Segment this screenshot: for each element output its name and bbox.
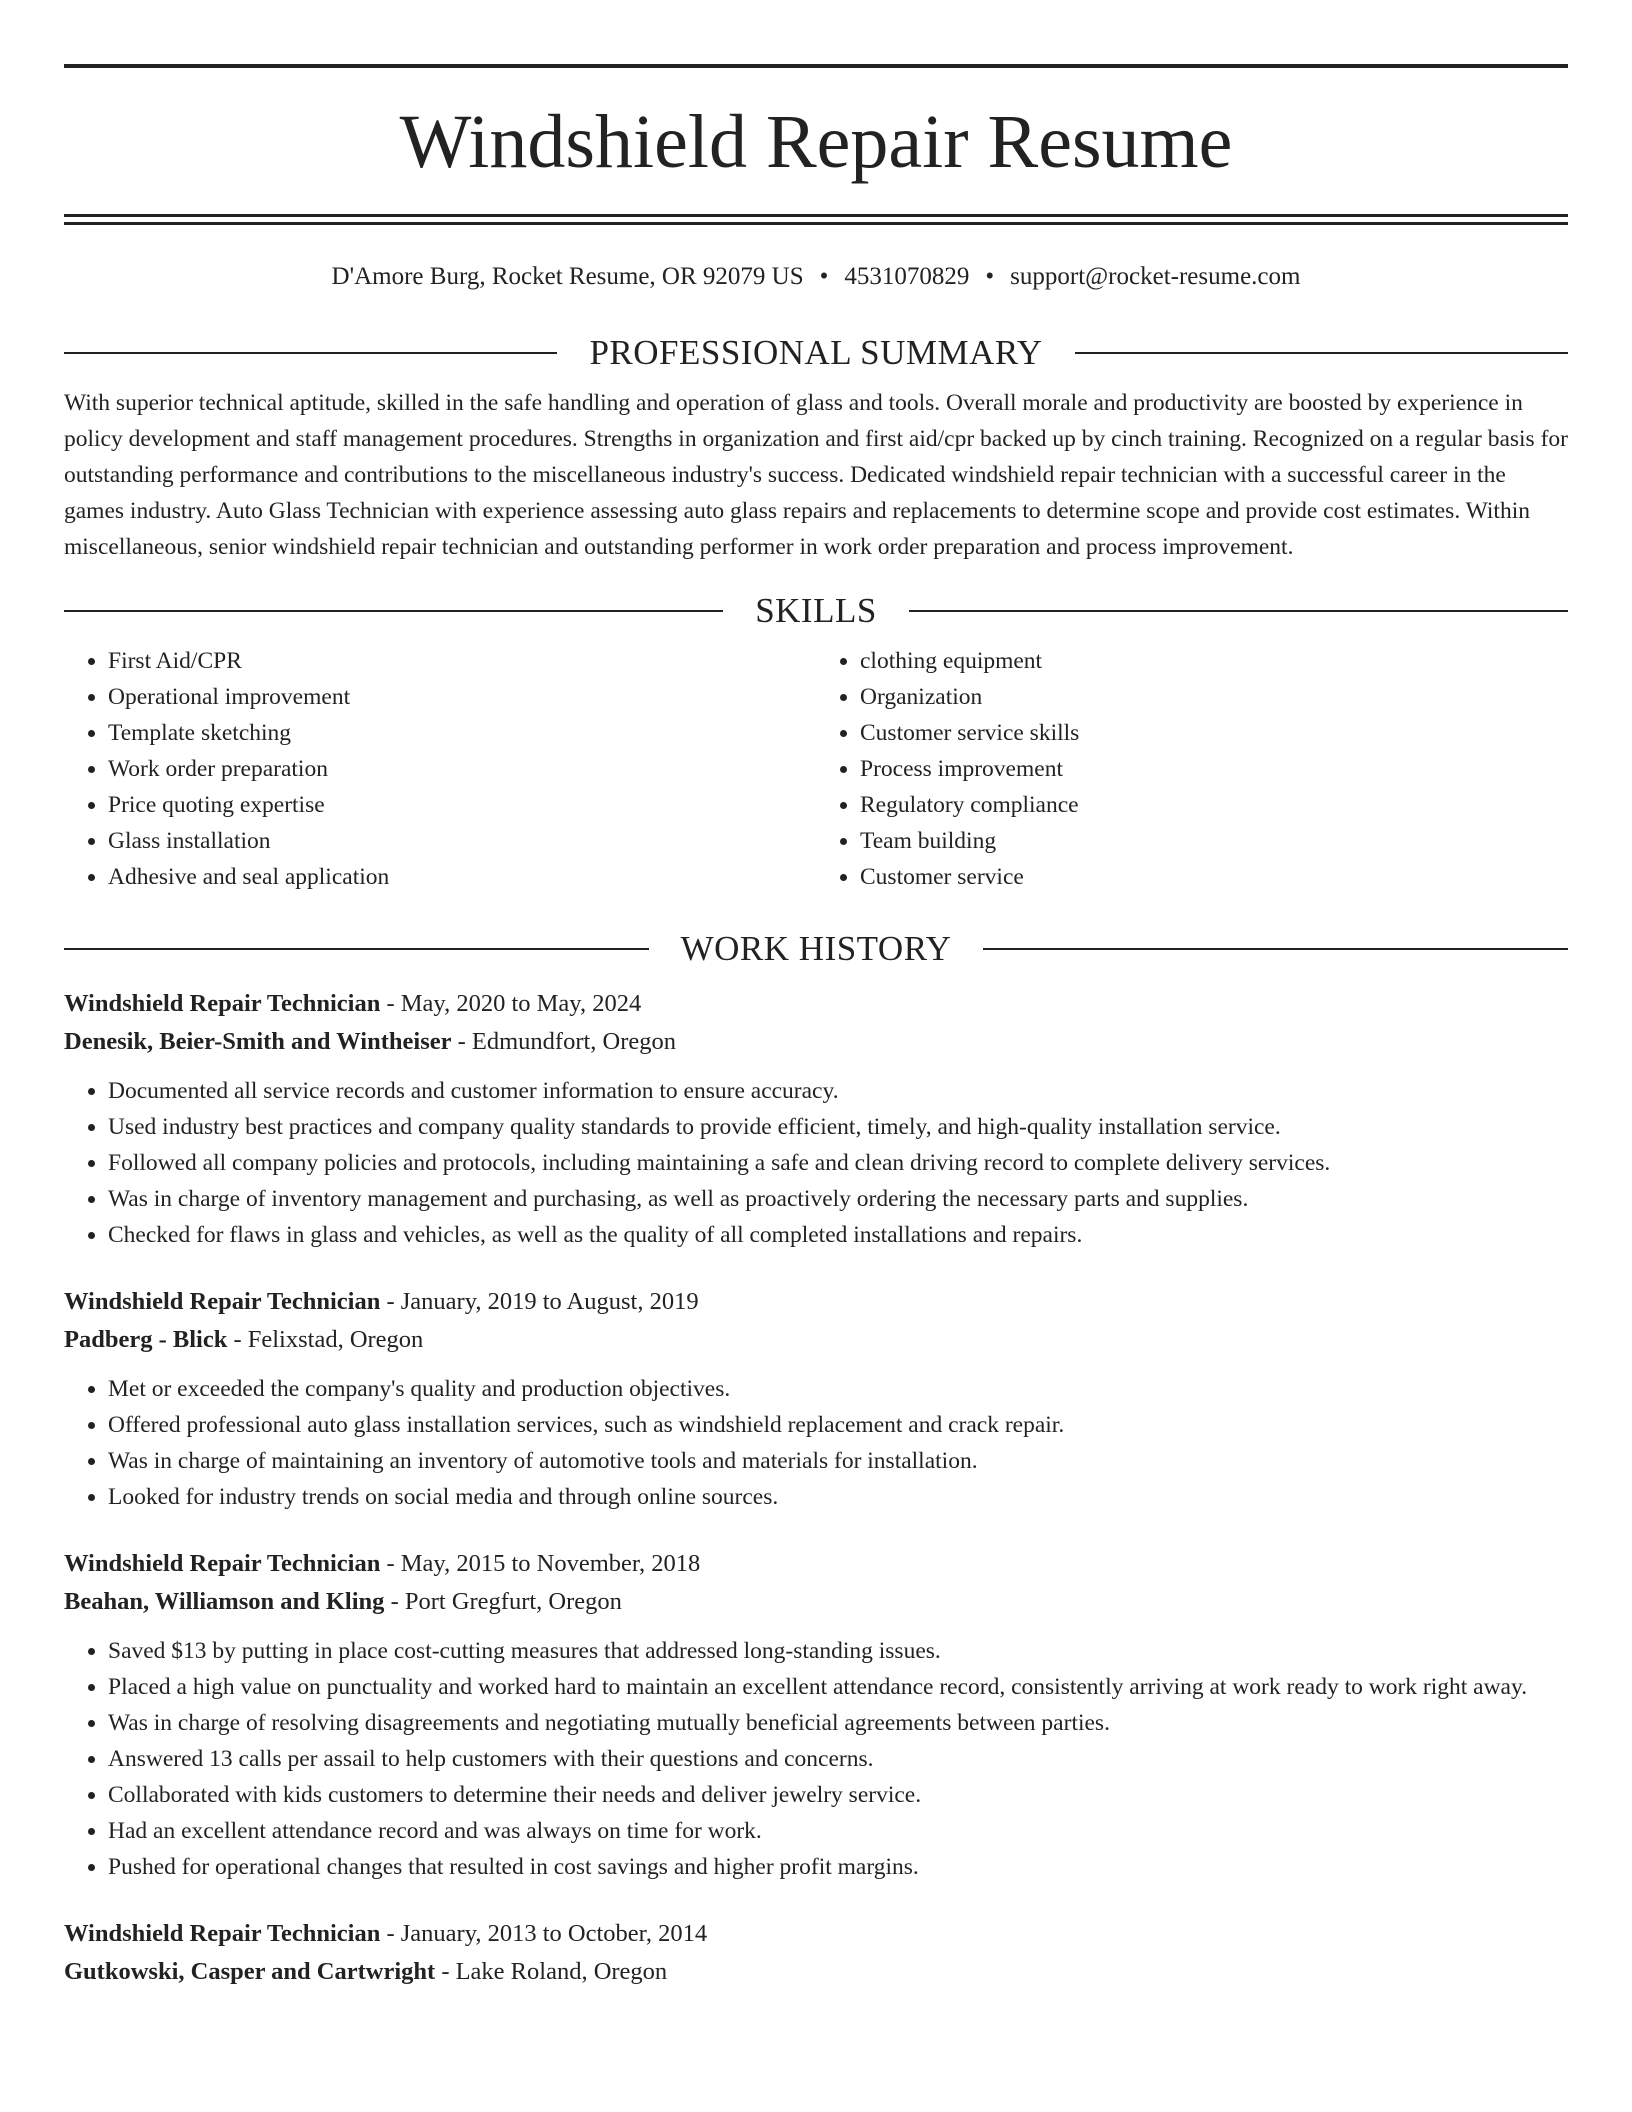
job-bullet: • Used industry best practices and company quality standards to provide efficient, timely, and high-quality installation service. <box>108 1109 1568 1145</box>
work-history <box>64 985 1568 1991</box>
job-entry <box>64 1283 1568 1515</box>
summary-text: With superior technical aptitude, skilled in the safe handling and operation of glass and tools. Overall morale and productivity are boosted by experience in policy development and staff management procedures. Strengths in organization and first aid/cpr backed up by cinch training. Recognized on a regular basis for outstanding performance and contributions to the miscellaneous industry's success. Dedicated windshield repair technician with a successful career in the games industry. Auto Glass Technician with experience assessing auto glass repairs and replacements to determine scope and provide cost estimates. Within miscellaneous, senior windshield repair technician and outstanding performer in work order preparation and process improvement. <box>64 390 1568 560</box>
job-title-line <box>64 985 1568 1023</box>
skills-heading <box>64 591 1568 631</box>
job-title: Windshield Repair Technician <box>64 1920 381 1947</box>
job-company: Beahan, Williamson and Kling <box>64 1588 385 1615</box>
heading-rule-right <box>983 948 1568 950</box>
job-title: Windshield Repair Technician <box>64 990 381 1017</box>
job-bullet: • Documented all service records and customer information to ensure accuracy. <box>108 1073 1568 1109</box>
job-dates: - January, 2019 to August, 2019 <box>380 1288 699 1315</box>
job-company-line <box>64 1023 1568 1061</box>
summary-heading-label: PROFESSIONAL SUMMARY <box>589 333 1043 372</box>
job-title: Windshield Repair Technician <box>64 1288 381 1315</box>
job-company-line <box>64 1321 1568 1359</box>
skills-column-left <box>64 643 816 895</box>
contact-address: D'Amore Burg, Rocket Resume, OR 92079 US <box>331 263 804 290</box>
job-bullet: • Saved $13 by putting in place cost-cutting measures that addressed long-standing issues. <box>108 1633 1568 1669</box>
skill-item: • Customer service skills <box>860 715 1568 751</box>
contact-line <box>64 259 1568 295</box>
skill-item: • Process improvement <box>860 751 1568 787</box>
work-heading <box>64 929 1568 969</box>
job-company-line <box>64 1953 1568 1991</box>
job-entry <box>64 985 1568 1253</box>
job-location: - Felixstad, Oregon <box>227 1326 424 1353</box>
contact-separator: • <box>819 263 829 290</box>
job-company: Denesik, Beier-Smith and Wintheiser <box>64 1028 452 1055</box>
skill-item: • Organization <box>860 679 1568 715</box>
job-title-line <box>64 1283 1568 1321</box>
skills-list <box>64 643 1568 895</box>
resume-page <box>64 64 1568 1991</box>
job-dates: - January, 2013 to October, 2014 <box>380 1920 708 1947</box>
job-dates: - May, 2020 to May, 2024 <box>380 990 642 1017</box>
job-bullet: • Answered 13 calls per assail to help customers with their questions and concerns. <box>108 1741 1568 1777</box>
contact-email: support@rocket-resume.com <box>1010 263 1301 290</box>
heading-rule-left <box>64 352 557 354</box>
job-dates: - May, 2015 to November, 2018 <box>380 1550 701 1577</box>
job-bullets <box>64 1073 1568 1253</box>
job-title-line <box>64 1545 1568 1583</box>
contact-separator: • <box>985 263 995 290</box>
job-company: Gutkowski, Casper and Cartwright <box>64 1958 436 1985</box>
job-company-line <box>64 1583 1568 1621</box>
job-bullet: • Placed a high value on punctuality and worked hard to maintain an excellent attendance record, consistently arriving at work ready to work right away. <box>108 1669 1568 1705</box>
job-entry <box>64 1545 1568 1885</box>
job-bullet: • Offered professional auto glass installation services, such as windshield replacement and crack repair. <box>108 1407 1568 1443</box>
summary-heading <box>64 333 1568 373</box>
job-bullets <box>64 1371 1568 1515</box>
job-bullet: • Collaborated with kids customers to determine their needs and deliver jewelry service. <box>108 1777 1568 1813</box>
skill-item: • Glass installation <box>108 823 816 859</box>
job-location: - Edmundfort, Oregon <box>451 1028 677 1055</box>
skill-item: • Template sketching <box>108 715 816 751</box>
skills-heading-label: SKILLS <box>755 591 877 630</box>
skills-column-right <box>816 643 1568 895</box>
job-bullet: • Was in charge of resolving disagreements and negotiating mutually beneficial agreements between parties. <box>108 1705 1568 1741</box>
heading-rule-right <box>909 610 1568 612</box>
heading-rule-right <box>1075 352 1568 354</box>
job-bullet: • Pushed for operational changes that resulted in cost savings and higher profit margins. <box>108 1849 1568 1885</box>
skill-item: • Operational improvement <box>108 679 816 715</box>
skill-item: • Team building <box>860 823 1568 859</box>
title-double-rule <box>64 214 1568 225</box>
skill-item: • Adhesive and seal application <box>108 859 816 895</box>
job-bullet: • Was in charge of maintaining an inventory of automotive tools and materials for installation. <box>108 1443 1568 1479</box>
job-bullets <box>64 1633 1568 1885</box>
job-bullet: • Had an excellent attendance record and was always on time for work. <box>108 1813 1568 1849</box>
job-title-line <box>64 1915 1568 1953</box>
skill-item: • Regulatory compliance <box>860 787 1568 823</box>
skill-item: • clothing equipment <box>860 643 1568 679</box>
job-bullet: • Was in charge of inventory management and purchasing, as well as proactively ordering the necessary parts and supplies. <box>108 1181 1568 1217</box>
top-rule <box>64 64 1568 68</box>
skill-item: • Customer service <box>860 859 1568 895</box>
contact-phone: 4531070829 <box>844 263 970 290</box>
resume-title: Windshield Repair Resume <box>399 100 1233 184</box>
job-location: - Port Gregfurt, Oregon <box>384 1588 622 1615</box>
skill-item: • Price quoting expertise <box>108 787 816 823</box>
skill-item: • Work order preparation <box>108 751 816 787</box>
work-heading-label: WORK HISTORY <box>680 929 952 968</box>
job-bullet: • Checked for flaws in glass and vehicles, as well as the quality of all completed installations and repairs. <box>108 1217 1568 1253</box>
skill-item: • First Aid/CPR <box>108 643 816 679</box>
job-bullet: • Looked for industry trends on social media and through online sources. <box>108 1479 1568 1515</box>
heading-rule-left <box>64 610 723 612</box>
job-title: Windshield Repair Technician <box>64 1550 381 1577</box>
job-bullet: • Met or exceeded the company's quality and production objectives. <box>108 1371 1568 1407</box>
job-company: Padberg - Blick <box>64 1326 228 1353</box>
job-location: - Lake Roland, Oregon <box>435 1958 668 1985</box>
heading-rule-left <box>64 948 649 950</box>
job-entry <box>64 1915 1568 1991</box>
job-bullet: • Followed all company policies and protocols, including maintaining a safe and clean driving record to complete delivery services. <box>108 1145 1568 1181</box>
